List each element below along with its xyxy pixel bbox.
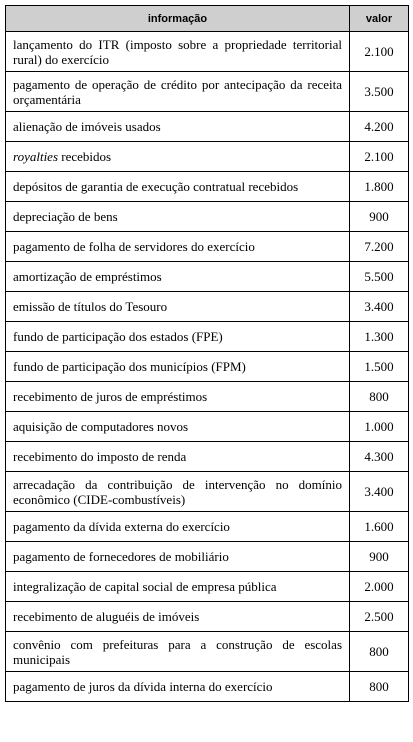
table-row <box>6 32 409 72</box>
row-value-cell: 2.000 <box>350 572 409 602</box>
table-row <box>6 352 409 382</box>
row-info-cell <box>6 382 350 412</box>
table-row <box>6 322 409 352</box>
row-value-cell: 1.600 <box>350 512 409 542</box>
table-row <box>6 112 409 142</box>
row-value-cell: 1.500 <box>350 352 409 382</box>
table-row <box>6 142 409 172</box>
table-row <box>6 412 409 442</box>
row-value-cell: 3.400 <box>350 292 409 322</box>
row-info-text: depreciação de bens <box>13 209 118 224</box>
row-info-text: pagamento de fornecedores de mobiliário <box>13 549 229 564</box>
row-info-text: recebimento de juros de empréstimos <box>13 389 208 404</box>
row-info-italic: royalties <box>13 149 59 164</box>
row-info-cell <box>6 572 350 602</box>
row-info-cell <box>6 322 350 352</box>
row-value-cell: 3.500 <box>350 72 409 112</box>
row-info-cell <box>6 632 350 672</box>
table-row <box>6 602 409 632</box>
row-info-text: integralização de capital social de empresa pública <box>13 579 277 594</box>
row-info-text: amortização de empréstimos <box>13 269 162 284</box>
row-info-text: pagamento de folha de servidores do exercício <box>13 239 255 254</box>
row-value-cell: 4.300 <box>350 442 409 472</box>
row-value-cell: 2.100 <box>350 142 409 172</box>
row-value-cell: 1.300 <box>350 322 409 352</box>
row-info-cell <box>6 202 350 232</box>
table-row <box>6 72 409 112</box>
table-row <box>6 542 409 572</box>
row-value-cell: 2.100 <box>350 32 409 72</box>
row-info-cell <box>6 412 350 442</box>
row-info-text: convênio com prefeituras para a construção de escolas municipais <box>13 636 342 667</box>
row-info-text: fundo de participação dos estados (FPE) <box>13 329 223 344</box>
table-row <box>6 442 409 472</box>
row-value-cell: 800 <box>350 672 409 702</box>
row-info-text: pagamento de operação de crédito por antecipação da receita orçamentária <box>13 76 342 107</box>
row-value-cell: 1.000 <box>350 412 409 442</box>
row-info-cell <box>6 292 350 322</box>
row-value-cell: 800 <box>350 632 409 672</box>
row-value-cell: 4.200 <box>350 112 409 142</box>
table-body <box>6 32 409 702</box>
row-info-cell <box>6 352 350 382</box>
row-info-text: fundo de participação dos municípios (FPM) <box>13 359 246 374</box>
table-row <box>6 512 409 542</box>
row-info-text: recebimento do imposto de renda <box>13 449 187 464</box>
row-info-cell <box>6 542 350 572</box>
header-value: valor <box>350 6 409 32</box>
row-info-text: aquisição de computadores novos <box>13 419 189 434</box>
row-value-cell: 900 <box>350 202 409 232</box>
row-info-text: alienação de imóveis usados <box>13 119 161 134</box>
table-row <box>6 292 409 322</box>
row-info-cell <box>6 602 350 632</box>
row-info-cell <box>6 472 350 512</box>
row-value-cell: 1.800 <box>350 172 409 202</box>
table-row <box>6 202 409 232</box>
row-info-text: recebidos <box>58 149 112 164</box>
row-info-text: depósitos de garantia de execução contratual recebidos <box>13 179 299 194</box>
row-value-cell: 7.200 <box>350 232 409 262</box>
table-row <box>6 632 409 672</box>
table-container <box>5 5 408 702</box>
table-row <box>6 382 409 412</box>
table-row <box>6 262 409 292</box>
row-info-cell <box>6 442 350 472</box>
row-info-text: pagamento da dívida externa do exercício <box>13 519 230 534</box>
row-info-text: pagamento de juros da dívida interna do exercício <box>13 679 273 694</box>
row-info-cell <box>6 112 350 142</box>
row-info-text: lançamento do ITR (imposto sobre a propriedade territorial rural) do exercício <box>13 36 342 67</box>
row-value-cell: 2.500 <box>350 602 409 632</box>
row-value-cell: 5.500 <box>350 262 409 292</box>
data-table <box>5 5 409 702</box>
table-row <box>6 572 409 602</box>
row-info-text: recebimento de aluguéis de imóveis <box>13 609 200 624</box>
row-info-cell <box>6 32 350 72</box>
header-row <box>6 6 409 32</box>
row-info-cell <box>6 172 350 202</box>
table-row <box>6 172 409 202</box>
row-info-cell <box>6 72 350 112</box>
table-row <box>6 472 409 512</box>
row-info-cell <box>6 142 350 172</box>
row-info-cell <box>6 262 350 292</box>
row-value-cell: 900 <box>350 542 409 572</box>
table-row <box>6 672 409 702</box>
row-info-cell <box>6 232 350 262</box>
row-info-text: arrecadação da contribuição de intervenção no domínio econômico (CIDE-combustíveis) <box>13 476 342 507</box>
row-info-cell <box>6 672 350 702</box>
row-value-cell: 3.400 <box>350 472 409 512</box>
row-info-text: emissão de títulos do Tesouro <box>13 299 168 314</box>
row-info-cell <box>6 512 350 542</box>
row-value-cell: 800 <box>350 382 409 412</box>
table-row <box>6 232 409 262</box>
header-info: informação <box>6 6 350 32</box>
